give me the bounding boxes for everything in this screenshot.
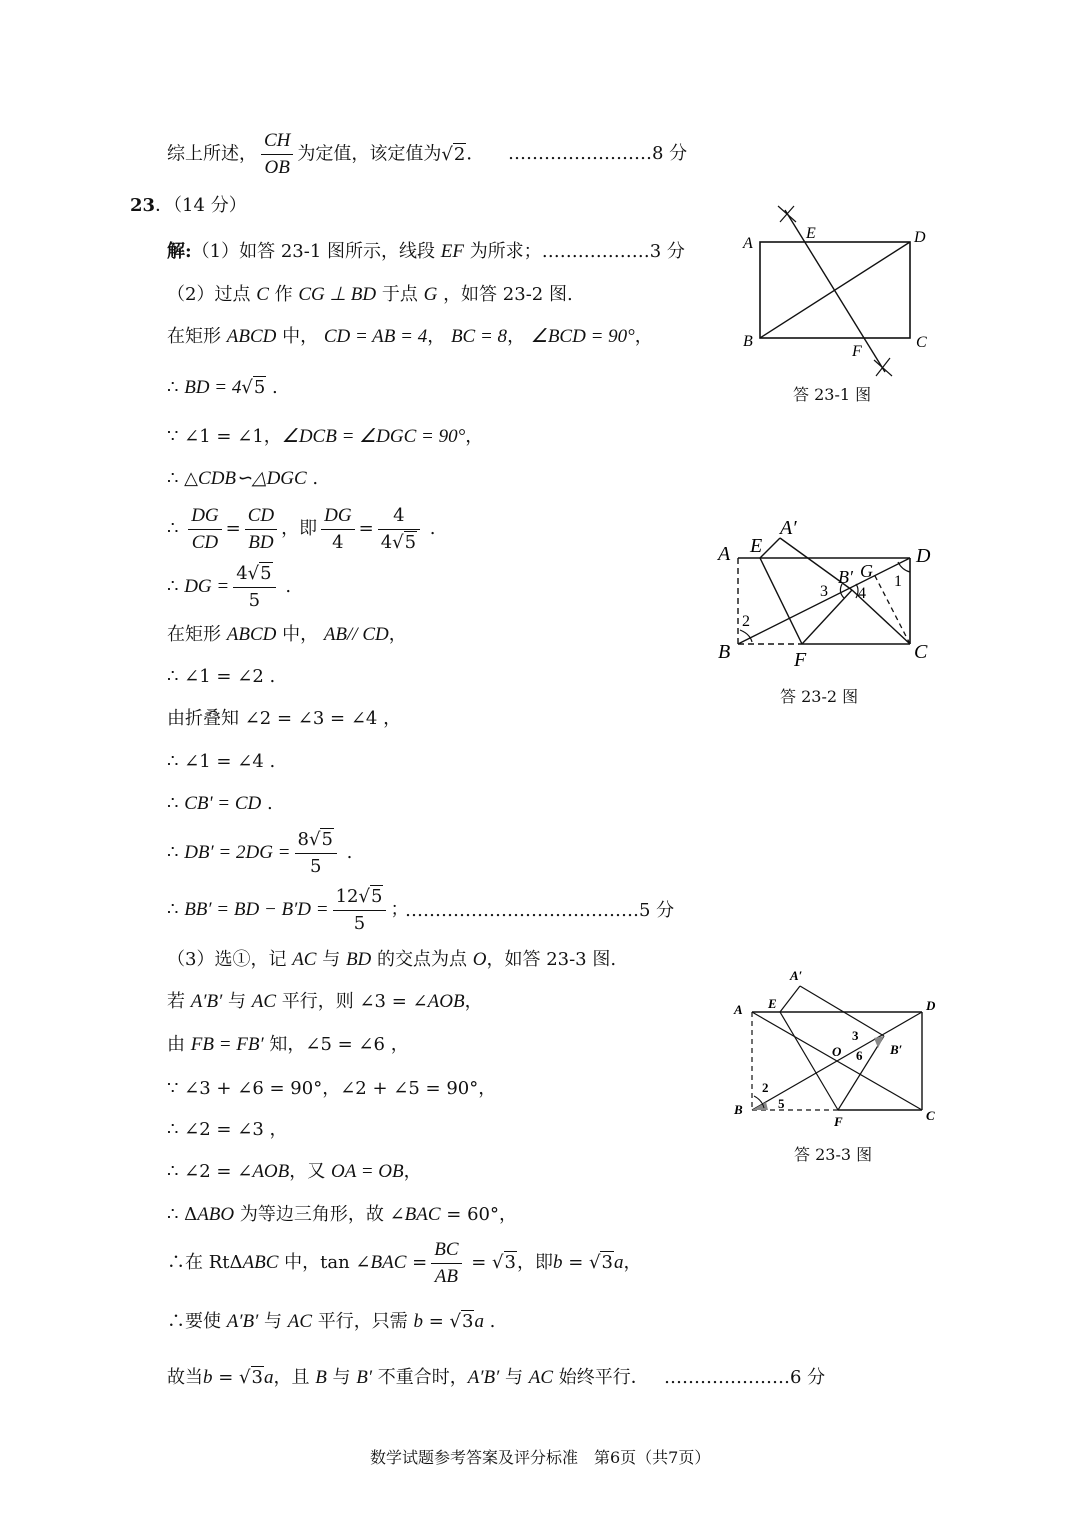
label-C: C: [914, 641, 928, 663]
line-bd: ∴ BD = 4√5 .: [167, 377, 278, 398]
figure-23-2: [712, 514, 944, 676]
label-D: D: [926, 998, 936, 1013]
line-sum-90: ∵ ∠3 + ∠6 = 90°，∠2 + ∠5 = 90°，: [167, 1078, 497, 1099]
label-6: 6: [856, 1048, 863, 1063]
line-dg: ∴ DG = $\frac{4√5}{5}$ .: [167, 562, 292, 611]
label-F: F: [834, 1114, 843, 1129]
label-E: E: [806, 225, 816, 242]
label-2: 2: [762, 1080, 769, 1095]
label-2: 2: [742, 613, 750, 630]
summary-line: 综上所述， $\frac{CH}{OB}$ 为定值，该定值为√2．: [167, 128, 484, 181]
line-conclusion: 故当b = √3a，且 B 与 B′ 不重合时，A′B′ 与 AC 始终平行．: [167, 1367, 649, 1388]
label-A: A: [734, 1002, 743, 1017]
line-folding: 由折叠知 ∠2 = ∠3 = ∠4 ，: [167, 708, 402, 729]
label-3: 3: [852, 1028, 859, 1043]
line-if-parallel: 若 A′B′ 与 AC 平行，则 ∠3 = ∠AOB，: [167, 991, 483, 1012]
label-F: F: [852, 343, 862, 360]
edge-a-prime-b-prime: [800, 986, 884, 1036]
label-B: B: [743, 333, 753, 350]
line-ratio: ∴ $\frac{DG}{CD}$ = $\frac{CD}{BD}$ ，即 $\frac{DG}{4}$ = $\frac{4}{4√5}$ .: [167, 504, 436, 553]
label-B-prime: B′: [890, 1042, 903, 1057]
line-rect-values: 在矩形 ABCD 中， CD = AB = 4， BC = 8， ∠BCD = 90°，: [167, 326, 653, 347]
line-bb: ∴ BB′ = BD − B′D = $\frac{12√5}{5}$ ；: [167, 885, 409, 934]
label-F: F: [794, 649, 807, 671]
caption-23-2: 答 23-2 图: [780, 687, 859, 706]
edge-ea-prime: [780, 986, 800, 1012]
arc-mark-top: [778, 206, 796, 222]
shade-angle-5: [752, 1102, 768, 1110]
label-B: B: [734, 1102, 743, 1117]
figure-23-3: [728, 964, 940, 1130]
label-B-prime: B′: [838, 567, 853, 587]
edge-ea: [760, 538, 780, 558]
line-angle2-angle3: ∴ ∠2 = ∠3 ，: [167, 1119, 288, 1140]
label-A-prime: A′: [780, 517, 797, 539]
segment-cg-dashed: [874, 574, 910, 644]
line-similar: ∴ △CDB∽△DGC .: [167, 468, 319, 489]
caption-23-1: 答 23-1 图: [793, 385, 872, 404]
line-equilateral: ∴ ΔABO 为等边三角形，故 ∠BAC = 60°，: [167, 1204, 517, 1225]
label-G: G: [860, 561, 873, 581]
fraction-ch-ob: $\frac{CH}{OB}$: [261, 128, 293, 181]
diagonal-bd: [738, 558, 910, 644]
sqrt-2: √2: [441, 143, 466, 165]
label-5: 5: [778, 1096, 785, 1111]
solution-part3-intro: （3）选①，记 AC 与 BD 的交点为点 O，如答 23-3 图.: [167, 949, 617, 970]
segment-ef: [785, 210, 885, 372]
line-parallel: 在矩形 ABCD 中， AB// CD，: [167, 624, 407, 645]
line-angle1-angle4: ∴ ∠1 = ∠4 .: [167, 751, 276, 772]
fold-ef: [760, 558, 802, 644]
label-B: B: [718, 641, 731, 663]
solution-part1: 解:（1）如答 23-1 图所示，线段 EF 为所求；………………3 分: [167, 241, 685, 262]
line-angle2-aob: ∴ ∠2 = ∠AOB，又 OA = OB，: [167, 1161, 422, 1182]
label-E: E: [750, 535, 763, 557]
caption-23-3: 答 23-3 图: [794, 1145, 873, 1164]
label-1: 1: [894, 573, 902, 590]
label-A: A: [743, 235, 753, 252]
label-A: A: [718, 543, 731, 565]
label-O: O: [832, 1044, 842, 1059]
question-23-header: 23．（14 分）: [130, 195, 247, 216]
label-A-prime: A′: [790, 968, 803, 983]
line-angles-equal: ∵ ∠1 = ∠1，∠DCB = ∠DGC = 90°，: [167, 426, 484, 447]
line-need: ∴要使 A′B′ 与 AC 平行，只需 b = √3a .: [167, 1311, 496, 1332]
line-angle1-angle2: ∴ ∠1 = ∠2 .: [167, 666, 276, 687]
score-8-dots: ……………………8 分: [508, 143, 688, 164]
line-tan: ∴在 RtΔABC 中，tan ∠BAC = $\frac{BC}{AB}$ = √3，即b = √3a，: [167, 1238, 642, 1287]
line-cb-cd: ∴ CB' = CD .: [167, 793, 273, 814]
line-db: ∴ DB′ = 2DG = $\frac{8√5}{5}$ .: [167, 828, 353, 877]
score-6-dots: …………………6 分: [664, 1367, 826, 1388]
label-C: C: [916, 334, 927, 351]
shade-angle-6: [874, 1036, 884, 1048]
label-D: D: [916, 545, 931, 567]
label-4: 4: [858, 585, 866, 602]
label-D: D: [914, 229, 926, 246]
figure-23-1: [730, 200, 940, 380]
label-E: E: [768, 996, 777, 1011]
solution-part2-intro: （2）过点 C 作 CG ⊥ BD 于点 G ，如答 23-2 图.: [167, 284, 573, 305]
label-C: C: [926, 1108, 935, 1123]
line-fb-fb: 由 FB = FB′ 知，∠5 = ∠6 ，: [167, 1034, 409, 1055]
label-3: 3: [820, 583, 828, 600]
score-5-dots: …………………………………5 分: [405, 900, 675, 921]
page-footer: 数学试题参考答案及评分标准 第6页（共7页）: [370, 1448, 711, 1467]
arc-mark-bottom: [874, 358, 892, 376]
fold-ef: [780, 1012, 838, 1110]
